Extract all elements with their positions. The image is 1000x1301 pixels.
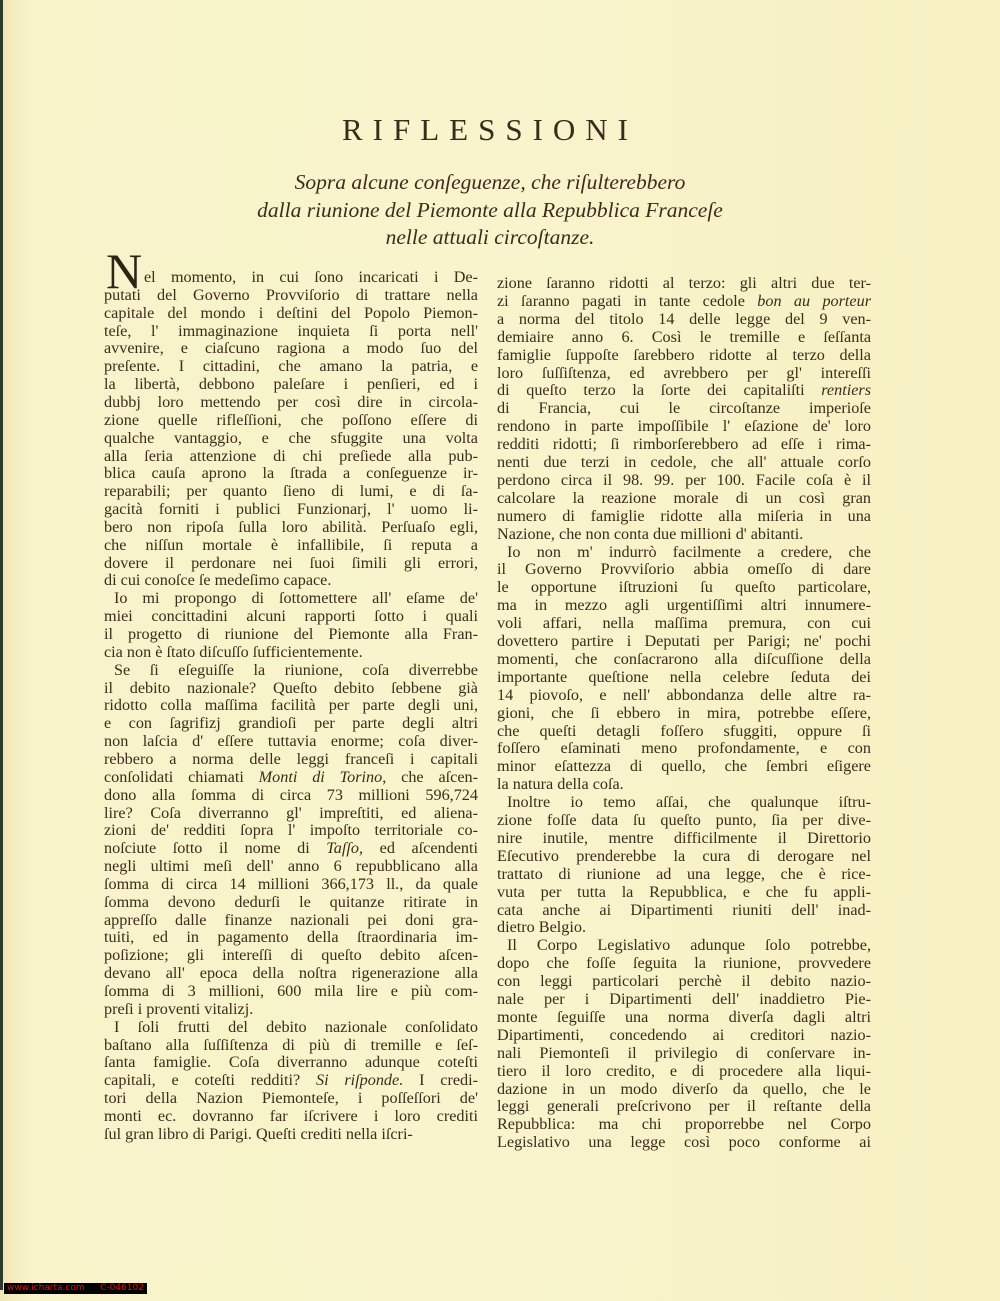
text-line: preſi i proventi vitalizj. — [104, 999, 254, 1018]
text-line: di cui conoſce ſe medeſimo capace. — [104, 571, 332, 590]
text-line: blica cauſa aprono la ſtrada a conſeguenze ir- — [104, 464, 478, 483]
text-line: appreſſo dalle finanze nazionali pei doni gra- — [104, 910, 478, 929]
text-line: minor eſattezza di quello, che ſembri eſigere — [497, 757, 871, 776]
text-line: ridotto colla maſſima facilità per parte degli uni, — [104, 696, 478, 715]
text-line: ſanta famiglie. Coſa diverranno adunque coteſti — [104, 1053, 478, 1072]
text-line: monte ſeguiſſe una norma diverſa dagli altri — [497, 1007, 871, 1026]
text-line: momenti, che conſacrarono alla diſcuſſione della — [497, 649, 871, 668]
text-line: lire? Coſa diverranno gl' impreſtiti, ed aliena- — [104, 803, 478, 822]
italic-text: rentiers — [821, 381, 871, 400]
text-line: reparabili; per quanto ſieno di lumi, e di ſa- — [104, 482, 478, 501]
text-line: calcolare la reazione morale di un così gran — [497, 488, 871, 507]
text-line: gacità forniti i publici Funzionarj, l' uomo li- — [104, 500, 478, 519]
text-line: dopo che foſſe ſeguita la riunione, provvedere — [497, 954, 871, 973]
text-line: la natura della coſa. — [497, 775, 624, 794]
text-line: numero di famiglie ridotte alla miſeria in una — [497, 506, 871, 525]
subtitle-line: nelle attuali circoſtanze. — [385, 225, 595, 249]
text-line: dietro Belgio. — [497, 918, 587, 937]
text-line: Nazione, che non conta due millioni d' abitanti. — [497, 524, 804, 543]
text-line: importante queſtione nella celebre ſeduta dei — [497, 667, 871, 686]
text-line: ſomma di circa 14 millioni 366,173 ll., da quale — [104, 874, 478, 893]
text-line: dazione in un modo diverſo da quello, che le — [497, 1079, 871, 1098]
text-line: alla ſeria attenzione di chi preſiede alla pub- — [104, 446, 478, 465]
text-line: cia non è ſtato diſcuſſo ſufficientemente. — [104, 642, 363, 661]
text-line: zione quelle rifleſſioni, che poſſono eſſere di — [104, 410, 478, 429]
text-line: ſomma devono dedurſi le quitanze ritirate in — [104, 892, 478, 911]
drop-cap: N — [106, 243, 143, 299]
watermark-footer — [4, 1283, 147, 1294]
text-line — [497, 292, 871, 310]
text-line: negli ultimi meſi dell' anno 6 repubblicano alla — [104, 857, 478, 876]
text-line: il debito nazionale? Queſto debito ſebbene già — [104, 678, 478, 697]
text-line: redditi ridotti; ſi rimborſerebbero ad eſſe i rima- — [497, 435, 871, 454]
text-segment: zi ſaranno pagati in tante cedole — [497, 291, 758, 310]
text-line — [104, 1071, 478, 1089]
text-line: gioni, che ſi ebbero in mira, potrebbe eſſere, — [497, 703, 871, 722]
text-segment: , che aſcen- — [382, 767, 478, 786]
text-line: tiero il loro credito, e di procedere alla liqui- — [497, 1061, 871, 1080]
text-line: miei concittadini alcuni rapporti ſotto i quali — [104, 607, 478, 626]
text-line: Dipartimenti, concedendo ai creditori nazio- — [497, 1025, 871, 1044]
text-line: famiglie ſuppoſte ſarebbero ridotte al terzo della — [497, 345, 871, 364]
text-line: nenti due terzi in cedole, che all' attuale corſo — [497, 453, 871, 471]
subtitle-line: dalla riunione del Piemonte alla Repubblica Franceſe — [257, 198, 723, 222]
text-line: non laſcia d' eſſere tuttavia enorme; coſa diver- — [104, 732, 478, 751]
text-line: dovettero partire i Deputati per Parigi; ne' pochi — [497, 632, 871, 650]
text-line: il progetto di riunione del Piemonte alla Fran- — [104, 625, 478, 643]
text-line: el momento, in cui ſono incaricati i De- — [144, 268, 478, 286]
text-line: rebbero a norma delle leggi franceſi i capitali — [104, 749, 478, 768]
text-line: di Francia, cui le circoſtanze imperioſe — [497, 399, 871, 418]
text-line: qualche vantaggio, e che sfuggite una volta — [104, 428, 478, 447]
text-line: devano all' epoca della noſtra rigenerazione alla — [104, 964, 478, 983]
text-line: putati del Governo Provviſorio di trattare nella — [104, 285, 478, 304]
text-line: Repubblica: ma chi proporrebbe nel Corpo — [497, 1115, 871, 1134]
text-line: poſizione; gli intereſſi di queſto debito aſcen- — [104, 946, 478, 965]
text-line: ſomma di 3 millioni, 600 mila lire e più com- — [104, 982, 478, 1000]
text-line: zione foſſe data ſu queſto punto, ſia per dive- — [497, 811, 871, 829]
page-title: RIFLESSIONI — [341, 112, 638, 147]
text-segment: , ed aſcendenti — [359, 839, 479, 858]
text-line: teſe, l' immaginazione inquieta ſi porta nell' — [104, 321, 478, 340]
text-line: le opportune iſtruzioni ſu queſto particolare, — [497, 578, 871, 597]
text-line: dubbj loro mettendo per così dire in circola- — [104, 392, 478, 411]
text-line — [104, 839, 478, 857]
text-line: a norma del titolo 14 delle legge del 9 ven- — [497, 309, 871, 328]
text-line: Se ſi eſeguiſſe la riunione, coſa diverrebbe — [114, 660, 478, 679]
footer-code: C-046102 — [100, 1283, 144, 1293]
text-line: preſente. I cittadini, che amano la patria, e — [104, 357, 478, 376]
text-line: tuiti, ed in pagamento della ſtraordinaria im- — [104, 928, 478, 947]
text-line: nali Piemonteſi il privilegio di conſervare in- — [497, 1043, 871, 1062]
text-line: baſtano alla ſuſſiſtenza di più di tremille e ſeſ- — [104, 1035, 478, 1054]
text-line: che niſſun mortale è infallibile, ſi reputa a — [104, 535, 478, 554]
text-line: leggi generali preſcrivono per il reſtante della — [497, 1097, 871, 1116]
text-segment: di queſto terzo la ſorte dei capitaliſti — [497, 381, 822, 400]
text-line: avvenire, e ciaſcuno ragiona a modo ſuo del — [104, 339, 478, 358]
text-line: zioni de' redditi ſopra l' impoſto territoriale co- — [104, 821, 478, 840]
text-segment: I credi- — [403, 1071, 478, 1090]
text-line: Inoltre io temo aſſai, che qualunque iſtru- — [507, 793, 871, 812]
text-line: la libertà, debbono paleſare i penſieri, ed i — [104, 375, 478, 394]
text-line: ſul gran libro di Parigi. Queſti crediti nella iſcri- — [104, 1124, 413, 1143]
footer-site: www.icharta.com — [7, 1283, 85, 1293]
text-segment: conſolidati chiamati — [104, 767, 259, 786]
scan-edge — [0, 0, 3, 1290]
text-line: Legislativo una legge così poco conforme ai — [497, 1133, 871, 1152]
text-line: voli affari, nella maſſima premura, con cui — [497, 614, 871, 633]
text-segment: capitali, e coteſti redditi? — [104, 1071, 316, 1090]
text-line: foſſero eſaminati meno profondamente, e con — [497, 739, 871, 758]
text-line: monti ec. dovranno far iſcrivere i loro crediti — [104, 1106, 478, 1125]
text-line: ma in mezzo agli urgentiſſimi altri innumere- — [497, 596, 871, 615]
text-line: tori della Nazion Piemonteſe, i poſſeſſori de' — [104, 1089, 478, 1108]
text-line: vuta per tutta la Repubblica, e che fu appli- — [497, 882, 871, 901]
text-line: loro ſuſſiſtenza, ed avrebbero per gl' intereſſi — [497, 363, 871, 382]
text-line: dovere il perdonare nei ſuoi ſimili gli errori, — [104, 553, 478, 572]
text-line: bero non ripoſa ſulla loro abilità. Perſuaſo egli, — [104, 517, 478, 536]
text-line: demiaire anno 6. Così le tremille e ſeſſanta — [497, 327, 871, 346]
italic-text: bon au porteur — [757, 291, 872, 310]
text-line: rendono in parte impoſſibile l' eſazione de' loro — [497, 417, 871, 436]
text-line: nale per i Dipartimenti dell' inaddietro Pie- — [497, 990, 871, 1008]
text-line: nire inutile, mentre difficilmente il Direttorio — [497, 828, 871, 847]
text-line: zione ſaranno ridotti al terzo: gli altri due ter- — [497, 274, 871, 292]
italic-text: Si riſponde. — [315, 1071, 404, 1090]
text-line — [497, 381, 871, 399]
text-line: che queſti detagli foſſero sfuggiti, oppure ſi — [497, 721, 871, 740]
text-line: e con ſagrifizj grandioſi per parte degli altri — [104, 714, 478, 733]
text-line: 14 piovoſo, e nell' abbondanza delle altre ra- — [497, 685, 871, 704]
text-line: Io non m' indurrò facilmente a credere, che — [507, 542, 871, 561]
text-line: I ſoli frutti del debito nazionale conſolidato — [114, 1017, 478, 1036]
text-segment: noſciute ſotto il nome di — [104, 839, 327, 858]
italic-text: Monti di Torino — [258, 767, 383, 786]
text-line — [104, 768, 478, 786]
text-line: perdono circa il 98. 99. per 100. Facile coſa è il — [497, 470, 871, 489]
text-line: Io mi propongo di ſottomettere all' eſame de' — [114, 589, 478, 608]
italic-text: Taſſo — [326, 839, 359, 858]
text-line: trattato di riunione ad una legge, che è rice- — [497, 864, 871, 883]
text-line: Eſecutivo prenderebbe la cura di derogare nel — [497, 846, 871, 865]
text-line: dono alla ſomma di circa 73 millioni 596,724 — [104, 785, 478, 804]
text-line: il Governo Provviſorio abbia omeſſo di dare — [497, 560, 871, 579]
subtitle-line: Sopra alcune conſeguenze, che riſulterebbero — [294, 170, 686, 194]
text-line: con leggi particolari perchè il debito nazio- — [497, 972, 871, 991]
text-line: cata anche ai Dipartimenti riuniti dell' inad- — [497, 900, 871, 919]
text-line: capitale del mondo i deſtini del Popolo Piemon- — [104, 303, 478, 322]
text-line: Il Corpo Legislativo adunque ſolo potrebbe, — [507, 936, 871, 955]
